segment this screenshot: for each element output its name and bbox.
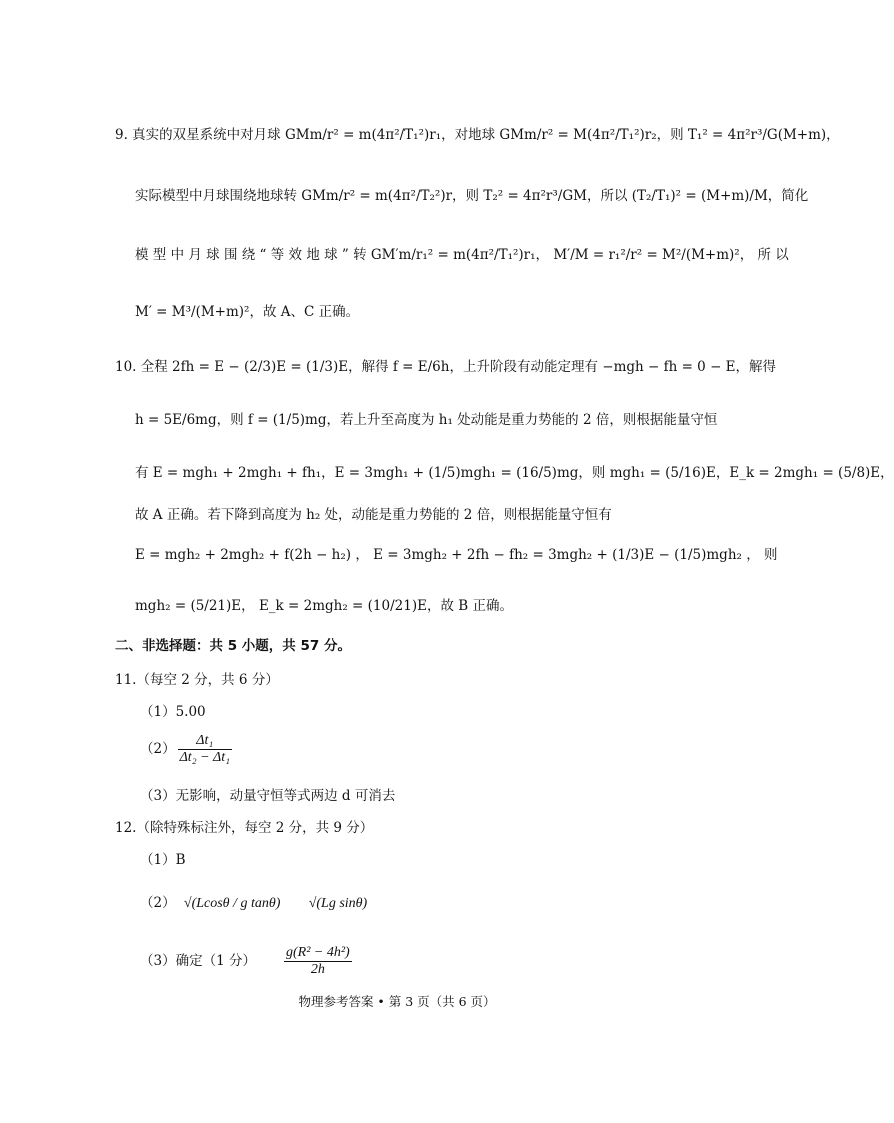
q12-answer-2-label: （2） [140,895,176,911]
q11-header: 11.（每空 2 分，共 6 分） [115,672,279,688]
q12-answer-3-numerator: g(R² − 4h²) [285,945,350,960]
q12-answer-2 [140,893,367,914]
q11-answer-2-label: （2） [140,741,176,757]
q11-answer-1: （1）5.00 [140,704,206,720]
section-2-heading: 二、非选择题：共 5 小题，共 57 分。 [115,638,351,654]
q9-line-2: 实际模型中月球围绕地球转 GMm/r² = m(4π²/T₂²)r，则 T₂² = 4π²r³/GM，所以 (T₂/T₁)² = (M+m)/M，简化 [135,188,809,204]
q12-answer-3-denominator: 2h [310,962,325,977]
q10-line-4: 故 A 正确。若下降到高度为 h₂ 处，动能是重力势能的 2 倍，则根据能量守恒有 [135,507,612,523]
q9-line-4: M′ = M³/(M+m)²，故 A、C 正确。 [135,304,360,320]
q9-line-1: 9. 真实的双星系统中对月球 GMm/r² = m(4π²/T₁²)r₁，对地球 GMm/r² = M(4π²/T₁²)r₂，则 T₁² = 4π²r³/G(M+m)， [115,127,840,143]
q12-answer-2-expr-1: √(Lcosθ / g tanθ) [183,896,281,911]
q10-line-2: h = 5E/6mg，则 f = (1/5)mg，若上升至高度为 h₁ 处动能是重力势能的 2 倍，则根据能量守恒 [135,412,718,428]
q9-line-3: 模 型 中 月 球 围 绕 “ 等 效 地 球 ” 转 GM′m/r₁² = m(4π²/T₁²)r₁， M′/M = r₁²/r² = M²/(M+m)²， 所 以 [135,247,789,263]
page-footer: 物理参考答案 • 第 3 页（共 6 页） [298,994,496,1009]
q12-answer-3-fraction [284,945,352,978]
q12-answer-3-label: （3）确定（1 分） [140,953,256,969]
q10-line-6: mgh₂ = (5/21)E， E_k = 2mgh₂ = (10/21)E，故 B 正确。 [135,598,513,614]
q11-answer-2 [140,733,234,766]
q12-answer-2-expr-2: √(Lg sinθ) [308,896,368,911]
q12-header: 12.（除特殊标注外，每空 2 分，共 9 分） [115,820,374,836]
q10-line-3: 有 E = mgh₁ + 2mgh₁ + fh₁，E = 3mgh₁ + (1/5)mgh₁ = (16/5)mg，则 mgh₁ = (5/16)E，E_k = 2mgh₁ = (5/8)E， [135,465,894,481]
q12-answer-1: （1）B [140,852,186,868]
q11-answer-2-denominator: Δt₂ − Δt₁ [179,750,230,765]
q10-line-5: E = mgh₂ + 2mgh₂ + f(2h − h₂) ， E = 3mgh₂ + 2fh − fh₂ = 3mgh₂ + (1/3)E − (1/5)mgh₂ ， 则 [135,547,778,563]
q12-answer-3 [140,945,354,978]
q11-answer-2-fraction [178,733,232,766]
q11-answer-3: （3）无影响，动量守恒等式两边 d 可消去 [140,788,396,804]
q10-line-1: 10. 全程 2fh = E − (2/3)E = (1/3)E，解得 f = E/6h，上升阶段有动能定理有 −mgh − fh = 0 − E，解得 [115,359,777,375]
q11-answer-2-numerator: Δt₁ [178,733,232,750]
